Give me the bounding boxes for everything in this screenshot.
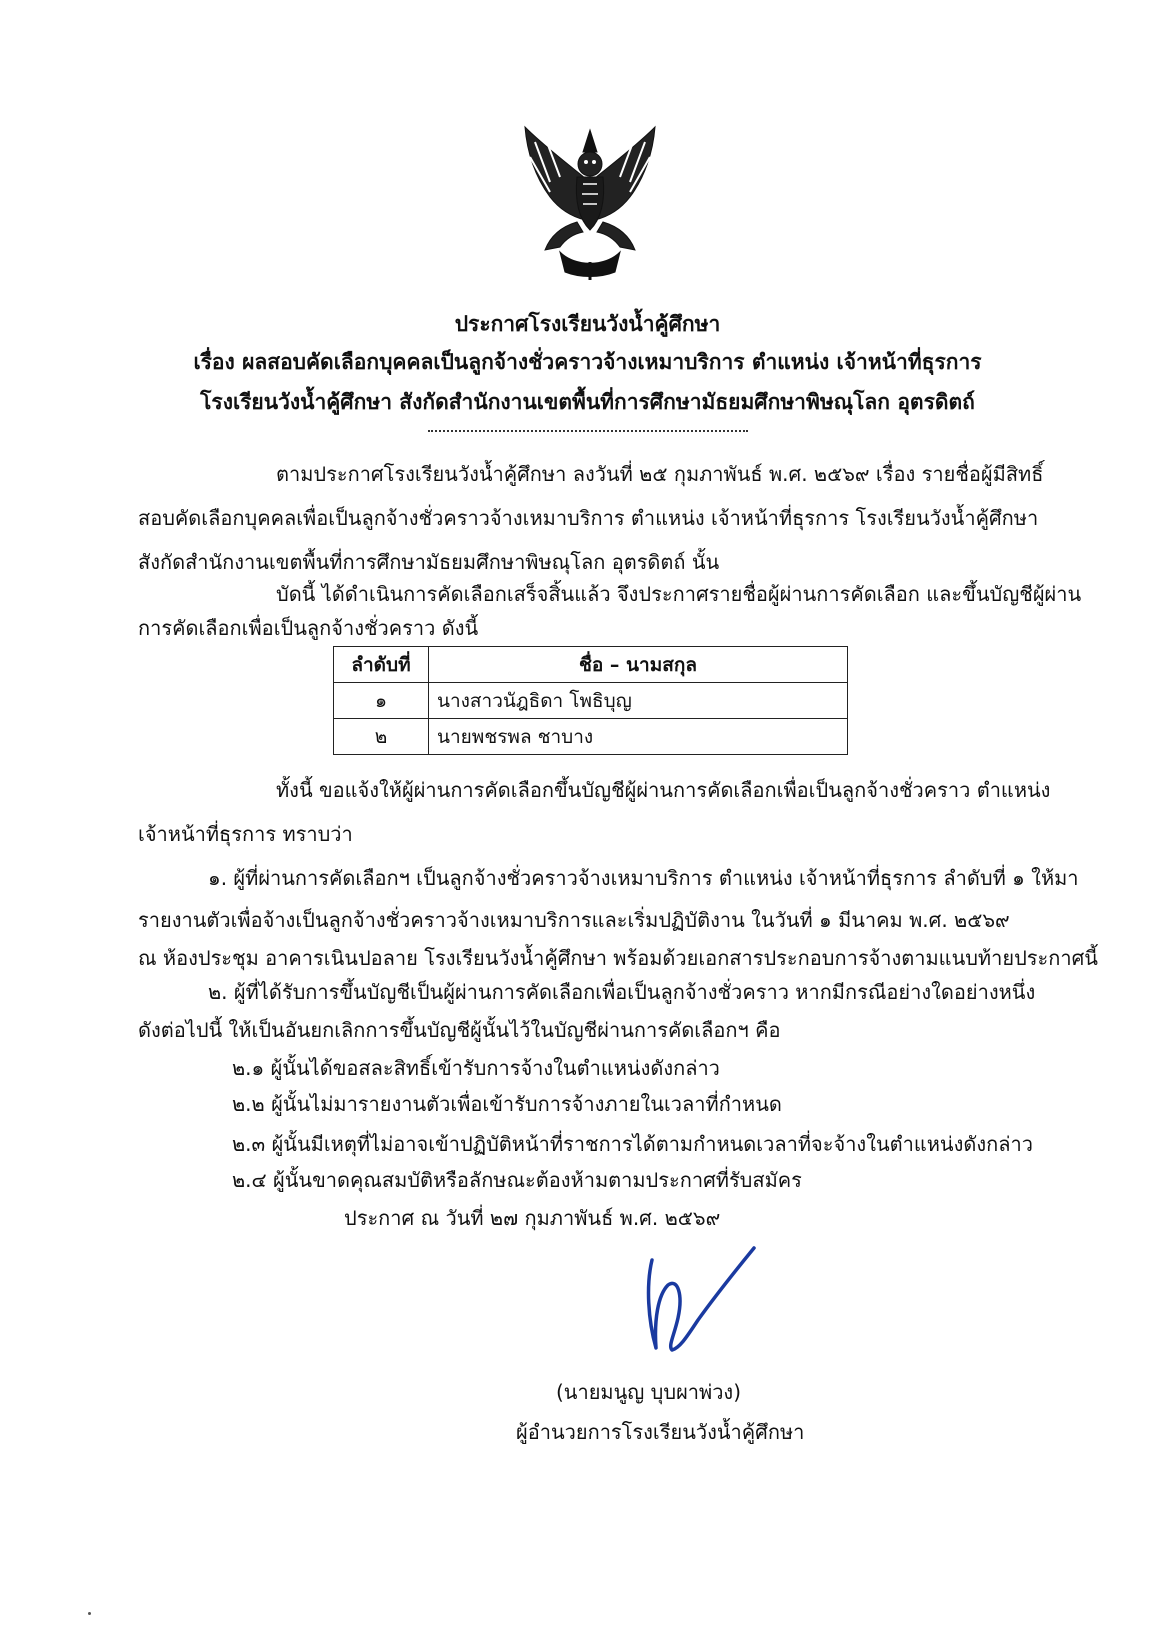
row-name: นางสาวนัฎธิดา โพธิบุญ (429, 683, 848, 719)
divider (428, 430, 748, 432)
paragraph-2-line-1: บัดนี้ ได้ดำเนินการคัดเลือกเสร็จสิ้นแล้ว จึงประกาศรายชื่อผู้ผ่านการคัดเลือก และขึ้นบัญชีผู้ผ่าน (276, 582, 1082, 606)
item-1-line-1: ๑. ผู้ที่ผ่านการคัดเลือกฯ เป็นลูกจ้างชั่วคราวจ้างเหมาบริการ ตำแหน่ง เจ้าหน้าที่ธุรการ ลำดับที่ ๑ ให้มา (208, 866, 1079, 890)
table-row (334, 683, 848, 719)
announcement-date: ประกาศ ณ วันที่ ๒๗ กุมภาพันธ์ พ.ศ. ๒๕๖๙ (344, 1206, 721, 1230)
item-1-line-3: ณ ห้องประชุม อาคารเนินปอลาย โรงเรียนวังน้ำคู้ศึกษา พร้อมด้วยเอกสารประกอบการจ้างตามแนบท้ายประกาศนี้ (138, 946, 1098, 970)
paragraph-1-line-3: สังกัดสำนักงานเขตพื้นที่การศึกษามัธยมศึกษาพิษณุโลก อุตรดิตถ์ นั้น (138, 550, 720, 574)
sub-item-2-2: ๒.๒ ผู้นั้นไม่มารายงานตัวเพื่อเข้ารับการจ้างภายในเวลาที่กำหนด (232, 1092, 782, 1116)
item-1-line-2: รายงานตัวเพื่อจ้างเป็นลูกจ้างชั่วคราวจ้างเหมาบริการและเริ่มปฏิบัติงาน ในวันที่ ๑ มีนาคม พ.ศ. ๒๕๖๙ (138, 908, 1010, 932)
row-order: ๑ (334, 683, 429, 719)
subject-line-1: เรื่อง ผลสอบคัดเลือกบุคคลเป็นลูกจ้างชั่วคราวจ้างเหมาบริการ ตำแหน่ง เจ้าหน้าที่ธุรการ (193, 350, 982, 374)
paragraph-3-line-2: เจ้าหน้าที่ธุรการ ทราบว่า (138, 822, 353, 846)
sub-item-2-1: ๒.๑ ผู้นั้นได้ขอสละสิทธิ์เข้ารับการจ้างในตำแหน่งดังกล่าว (232, 1056, 720, 1080)
subject-line-2: โรงเรียนวังน้ำคู้ศึกษา สังกัดสำนักงานเขตพื้นที่การศึกษามัธยมศึกษาพิษณุโลก อุตรดิตถ์ (200, 390, 975, 414)
sub-item-2-3: ๒.๓ ผู้นั้นมีเหตุที่ไม่อาจเข้าปฏิบัติหน้าที่ราชการได้ตามกำหนดเวลาที่จะจ้างในตำแหน่งดังกล่าว (232, 1132, 1033, 1156)
results-table (333, 646, 848, 755)
garuda-emblem-icon (505, 122, 675, 282)
announcement-title: ประกาศโรงเรียนวังน้ำคู้ศึกษา (454, 312, 721, 336)
item-2-line-1: ๒. ผู้ที่ได้รับการขึ้นบัญชีเป็นผู้ผ่านการคัดเลือกเพื่อเป็นลูกจ้างชั่วคราว หากมีกรณีอย่างใดอย่างหนึ่ง (208, 980, 1036, 1004)
col-header-order: ลำดับที่ (334, 647, 429, 683)
paragraph-2-line-2: การคัดเลือกเพื่อเป็นลูกจ้างชั่วคราว ดังนี้ (138, 616, 479, 640)
row-order: ๒ (334, 719, 429, 755)
paragraph-1-line-1: ตามประกาศโรงเรียนวังน้ำคู้ศึกษา ลงวันที่ ๒๕ กุมภาพันธ์ พ.ศ. ๒๕๖๙ เรื่อง รายชื่อผู้มีสิทธิ์ (276, 462, 1044, 486)
paragraph-1-line-2: สอบคัดเลือกบุคคลเพื่อเป็นลูกจ้างชั่วคราวจ้างเหมาบริการ ตำแหน่ง เจ้าหน้าที่ธุรการ โรงเรียนวังน้ำคู้ศึกษา (138, 506, 1039, 530)
signer-position: ผู้อำนวยการโรงเรียนวังน้ำคู้ศึกษา (516, 1420, 805, 1444)
item-2-line-2: ดังต่อไปนี้ ให้เป็นอันยกเลิกการขึ้นบัญชีผู้นั้นไว้ในบัญชีผ่านการคัดเลือกฯ คือ (138, 1018, 781, 1042)
signer-name: (นายมนูญ บุบผาพ่วง) (556, 1380, 741, 1404)
sub-item-2-4: ๒.๔ ผู้นั้นขาดคุณสมบัติหรือลักษณะต้องห้ามตามประกาศที่รับสมัคร (232, 1168, 802, 1192)
table-header-row (334, 647, 848, 683)
scan-speck (88, 1612, 91, 1615)
row-name: นายพชรพล ชาบาง (429, 719, 848, 755)
table-row (334, 719, 848, 755)
signature-image (628, 1240, 768, 1360)
paragraph-3-line-1: ทั้งนี้ ขอแจ้งให้ผู้ผ่านการคัดเลือกขึ้นบัญชีผู้ผ่านการคัดเลือกเพื่อเป็นลูกจ้างชั่วคราว ตำแหน่ง (276, 778, 1051, 802)
col-header-name: ชื่อ – นามสกุล (429, 647, 848, 683)
